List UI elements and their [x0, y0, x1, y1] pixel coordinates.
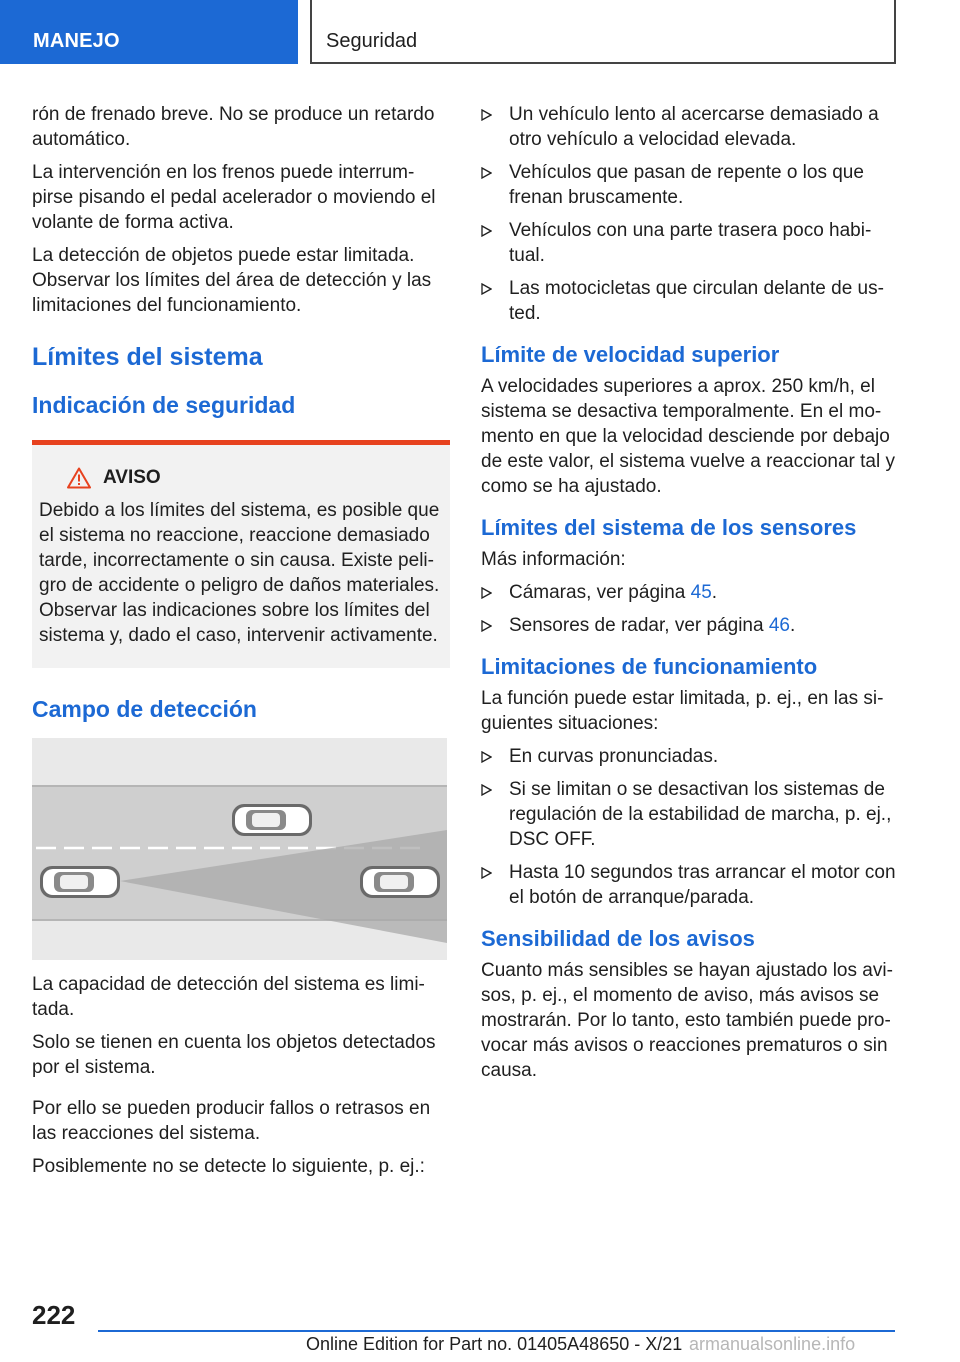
car-ahead-icon [360, 866, 440, 898]
car-adjacent-lane-icon [232, 804, 312, 836]
ego-car-icon [40, 866, 120, 898]
list-item: Sensores de radar, ver página 46. [481, 613, 899, 638]
heading-limite-velocidad: Límite de velocidad superior [481, 342, 780, 367]
warning-label: AVISO [103, 467, 161, 488]
footer-divider [98, 1330, 895, 1332]
triangle-bullet-icon [481, 784, 492, 796]
triangle-bullet-icon [481, 867, 492, 879]
warning-box [32, 440, 450, 668]
triangle-bullet-icon [481, 109, 492, 121]
page-link-camaras[interactable]: 45 [690, 582, 712, 603]
warning-triangle-icon [67, 467, 91, 489]
list-item: Vehículos que pasan de repente o los que frenan bruscamente. [481, 160, 899, 210]
heading-limites-sensores: Límites del sistema de los sensores [481, 515, 857, 540]
list-item: Cámaras, ver página 45. [481, 580, 899, 605]
paragraph: rón de frenado breve. No se produce un retardo automático. [32, 104, 435, 150]
sensor-reference-list [481, 580, 899, 638]
triangle-bullet-icon [481, 620, 492, 632]
heading-limites-sistema: Límites del sistema [32, 343, 263, 371]
section-tab: MANEJO [0, 0, 298, 64]
triangle-bullet-icon [481, 225, 492, 237]
paragraph: Cuanto más sensibles se hayan ajustado los avi-sos, p. ej., el momento de aviso, más avisos se mostrarán. Por lo tanto, esto también puede pro-vocar más avisos o reacciones prematuros o sin causa. [481, 960, 893, 1081]
detection-field-illustration [32, 738, 447, 960]
left-column [32, 102, 450, 1187]
list-item: En curvas pronunciadas. [481, 744, 899, 769]
right-column [481, 102, 899, 1091]
heading-campo-deteccion: Campo de detección [32, 696, 257, 722]
page-header-title: Seguridad [310, 0, 896, 64]
list-item: Si se limitan o se desactivan los sistemas de regulación de la estabilidad de marcha, p. ej., DSC OFF. [481, 777, 899, 852]
heading-indicacion-seguridad: Indicación de seguridad [32, 392, 296, 418]
warning-text: Debido a los límites del sistema, es posible que el sistema no reaccione, reaccione demasiado tarde, incorrectamente o sin causa. Existe peli-gro de accidente o peligro de daños materiales. Observar las indicaciones sobre los límites del sistema y, dado el caso, intervenir activamente. [39, 500, 440, 646]
paragraph: La detección de objetos puede estar limitada. Observar los límites del área de detección y las limitaciones del funcionamiento. [32, 245, 432, 316]
paragraph: Más información: [481, 549, 626, 570]
footer-edition: Online Edition for Part no. 01405A48650 - X/21 [306, 1334, 683, 1354]
triangle-bullet-icon [481, 167, 492, 179]
limitations-list [481, 744, 899, 910]
warning-header [39, 465, 442, 490]
undetected-list [481, 102, 899, 326]
footer-watermark: armanualsonline.info [689, 1334, 856, 1354]
list-item: Hasta 10 segundos tras arrancar el motor con el botón de arranque/parada. [481, 860, 899, 910]
list-item: Vehículos con una parte trasera poco habi-tual. [481, 218, 899, 268]
list-item: Las motocicletas que circulan delante de us-ted. [481, 276, 899, 326]
triangle-bullet-icon [481, 283, 492, 295]
page-link-radar[interactable]: 46 [768, 615, 790, 636]
paragraph: Por ello se pueden producir fallos o retrasos en las reacciones del sistema. [32, 1098, 431, 1144]
page-number: 222 [32, 1300, 76, 1330]
paragraph: Solo se tienen en cuenta los objetos detectados por el sistema. [32, 1032, 436, 1078]
paragraph: Posiblemente no se detecte lo siguiente, p. ej.: [32, 1156, 425, 1177]
heading-sensibilidad-avisos: Sensibilidad de los avisos [481, 926, 755, 951]
list-item: Un vehículo lento al acercarse demasiado a otro vehículo a velocidad elevada. [481, 102, 899, 152]
heading-limitaciones-funcionamiento: Limitaciones de funcionamiento [481, 654, 818, 679]
triangle-bullet-icon [481, 751, 492, 763]
paragraph: La función puede estar limitada, p. ej., en las si-guientes situaciones: [481, 688, 884, 734]
triangle-bullet-icon [481, 587, 492, 599]
paragraph: La intervención en los frenos puede interrum-pirse pisando el pedal acelerador o moviendo el volante de forma activa. [32, 162, 436, 233]
paragraph: La capacidad de detección del sistema es limi-tada. [32, 974, 425, 1020]
paragraph: A velocidades superiores a aprox. 250 km/h, el sistema se desactiva temporalmente. En el mo-mento en que la velocidad desciende por debajo de este valor, el sistema vuelve a reaccionar tal y como se ha ajustado. [481, 376, 895, 497]
